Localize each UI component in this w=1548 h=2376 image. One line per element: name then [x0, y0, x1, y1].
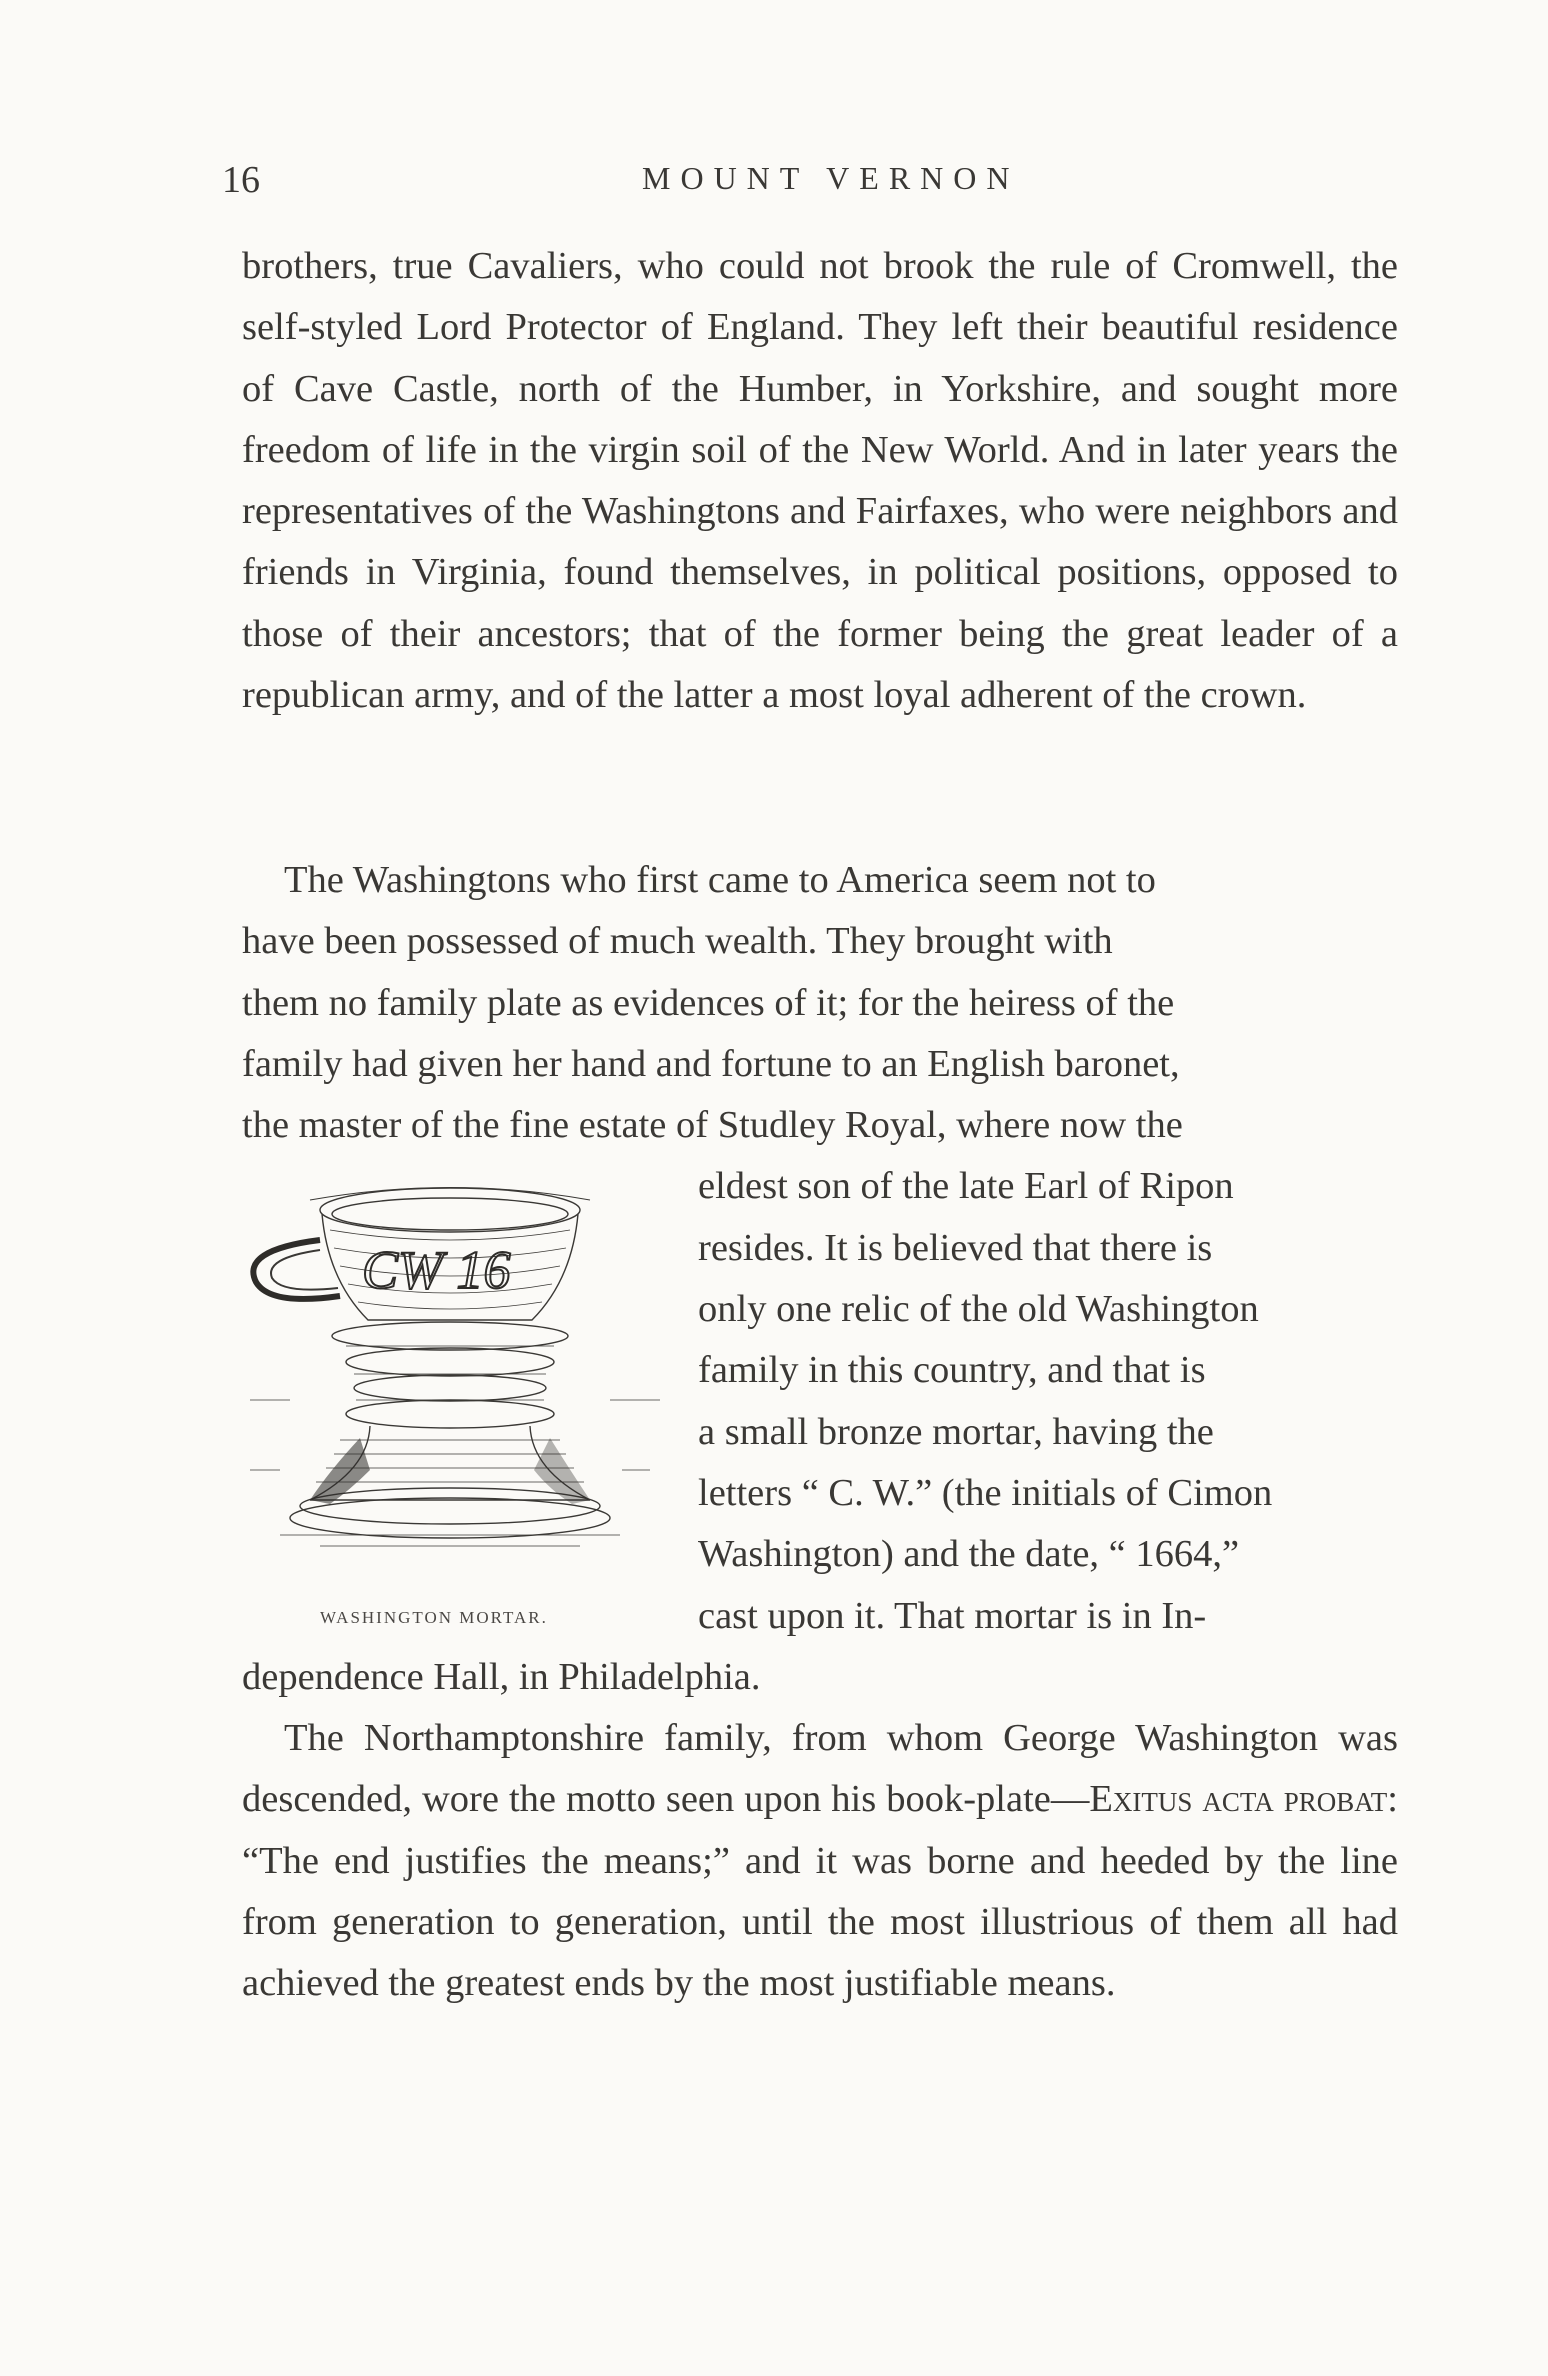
- paragraph-northamptonshire: [242, 1708, 1398, 2014]
- page-number: 16: [222, 159, 260, 201]
- mortar-inscription: CW 16: [362, 1240, 511, 1300]
- page-header: [222, 158, 1393, 210]
- p2-wrap-line: cast upon it. That mortar is in In-: [698, 1594, 1207, 1637]
- p2-tail-line: dependence Hall, in Philadelphia.: [242, 1655, 761, 1698]
- p3-text-1: The Northamptonshire family, from whom George Washington was descended, wore the motto seen upon his book-plate—: [242, 1717, 1398, 1821]
- p3-text-2: : “The end justifies the means;” and it was borne and heeded by the line from generation to generation, until the most illustrious of them all had achieved the greatest ends by the most justifiable means.: [242, 1778, 1398, 2005]
- p2-line: family had given her hand and fortune to an English baronet,: [242, 1042, 1180, 1085]
- mortar-engraving: [250, 1170, 670, 1610]
- p2-line: the master of the fine estate of Studley Royal, where now the: [242, 1104, 1183, 1147]
- p2-line: them no family plate as evidences of it; for the heiress of the: [242, 981, 1175, 1024]
- figure-caption: WASHINGTON MORTAR.: [320, 1608, 548, 1627]
- motto: Exitus acta probat: [1089, 1778, 1388, 1821]
- p2-wrap-line: letters “ C. W.” (the initials of Cimon: [698, 1471, 1273, 1514]
- running-title: MOUNT VERNON: [642, 160, 1020, 196]
- p2-wrap-line: eldest son of the late Earl of Ripon: [698, 1165, 1234, 1208]
- p2-wrap-line: resides. It is believed that there is: [698, 1226, 1213, 1269]
- p2-wrap-line: family in this country, and that is: [698, 1349, 1206, 1392]
- p2-wrap-line: Washington) and the date, “ 1664,”: [698, 1533, 1240, 1576]
- p2-wrap-line: a small bronze mortar, having the: [698, 1410, 1214, 1453]
- p2-line: have been possessed of much wealth. They brought with: [242, 920, 1113, 963]
- p2-wrap-line: only one relic of the old Washington: [698, 1288, 1259, 1331]
- mortar-illustration: [250, 1170, 670, 1650]
- p2-line: The Washingtons who first came to America seem not to: [284, 859, 1156, 901]
- paragraph-cavaliers: brothers, true Cavaliers, who could not brook the rule of Cromwell, the self-styled Lord Protector of England. They left their beautiful residence of Cave Castle, north of the Humber, in Yorkshire, and sought more freedom of life in the virgin soil of the New World. And in later years the representatives of the Washingtons and Fairfaxes, who were neighbors and friends in Virginia, found themselves, in political positions, opposed to those of their ancestors; that of the former being the great leader of a republican army, and of the latter a most loyal adherent of the crown.: [242, 245, 1398, 717]
